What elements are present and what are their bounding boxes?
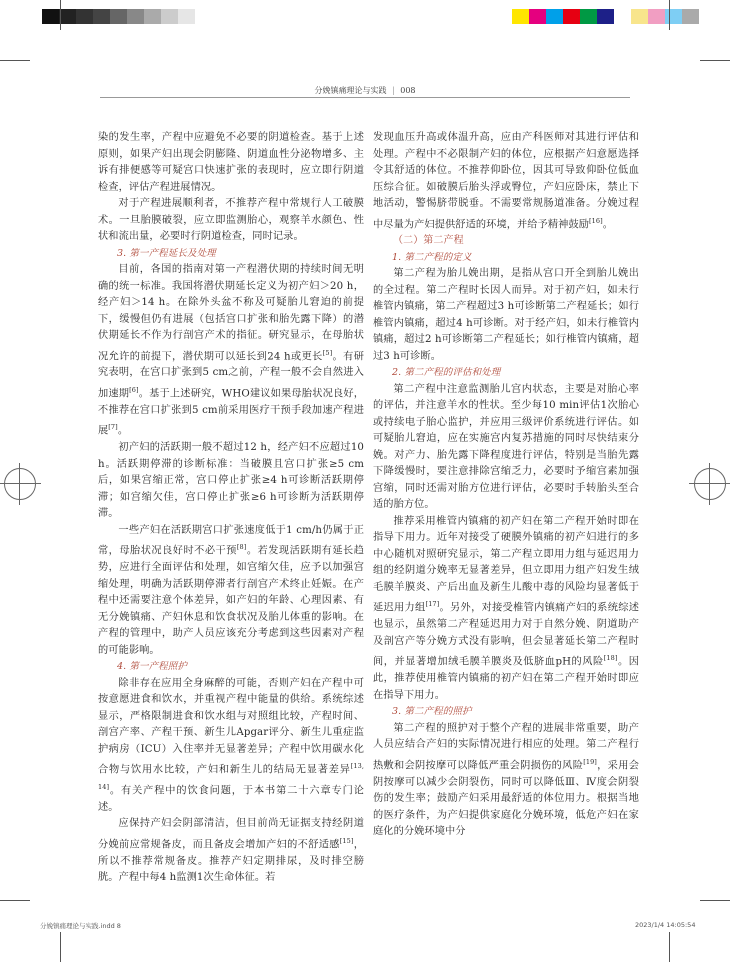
body-paragraph xyxy=(98,440,364,523)
paragraph-text: 1. 第二产程的定义 xyxy=(392,251,472,263)
right-column xyxy=(373,130,639,841)
paragraph-text: 应保持产妇会阴部清洁，但目前尚无证据支持经阴道分娩前应常规备皮，而且备皮会增加产妇的不舒适感 xyxy=(98,818,364,851)
paragraph-text: 。另外，对接受椎管内镇痛产妇的系统综述也显示，虽然第二产程延迟用力对于自然分娩、阴道助产及剖宫产等分娩方式没有影响，但会显著延长第二产程时间，并显著增加绒毛膜羊膜炎及低脐血pH的风险 xyxy=(373,602,640,668)
paragraph-text: 对于产程进展顺利者，不推荐产程中常规行人工破膜术。一旦胎膜破裂，应立即监测胎心，观察羊水颜色、性状和流出量，必要时行阴道检查，同时记录。 xyxy=(98,198,364,242)
citation-ref: [19] xyxy=(583,757,597,766)
paragraph-text: ，所以不推荐常规备皮。推荐产妇定期排尿，及时排空膀胱。产程中每4 h监测1次生命体征。若 xyxy=(98,839,364,884)
body-paragraph xyxy=(98,196,364,246)
left-column xyxy=(98,130,364,887)
body-paragraph xyxy=(98,676,364,817)
file-slug: 分娩镇痛理论与实践.indd 8 xyxy=(40,922,121,930)
paragraph-text: 3. 第一产程延长及处理 xyxy=(117,247,216,259)
crop-mark xyxy=(0,900,30,901)
paragraph-text: 3. 第二产程的照护 xyxy=(392,706,472,718)
header-title: 分娩镇痛理论与实践 xyxy=(314,86,387,95)
crop-mark xyxy=(669,932,670,962)
subsection-heading xyxy=(373,250,639,267)
citation-ref: [13, 14] xyxy=(98,762,364,791)
paragraph-text: 4. 第一产程照护 xyxy=(117,661,187,673)
paragraph-text: 。基于上述研究，WHO建议如果母胎状况良好，不推荐在宫口扩张到5 cm前采用医疗干预手段加速产程进展 xyxy=(98,388,365,437)
body-paragraph xyxy=(373,382,639,514)
paragraph-text: 推荐采用椎管内镇痛的初产妇在第二产程开始时即在指导下用力。近年对接受了硬膜外镇痛的初产妇进行的多中心随机对照研究显示，第二产程立即用力组与延迟用力组的经阴道分娩率无显著差异，但立即用力组产妇发生绒毛膜羊膜炎、产后出血及新生儿酸中毒的风险均显著低于延迟用力组 xyxy=(373,515,639,614)
paragraph-text: 。 xyxy=(602,218,614,230)
color-calibration-bar xyxy=(512,9,699,24)
paragraph-text: 一些产妇在活跃期宫口扩张速度低于1 cm/h仍属于正常，母胎状况良好时不必干预 xyxy=(98,524,364,557)
body-paragraph xyxy=(373,721,639,841)
crop-mark xyxy=(700,900,730,901)
body-paragraph xyxy=(373,266,639,365)
subsection-heading xyxy=(98,246,364,263)
paragraph-text: 。有研究表明，在宫口扩张到5 cm之前，产程一般不会自然进入加速期 xyxy=(98,350,364,400)
crop-mark xyxy=(60,0,61,30)
crop-mark xyxy=(700,60,730,61)
running-header: 分娩镇痛理论与实践 | 008 xyxy=(314,86,416,95)
paragraph-text: 发现血压升高或体温升高，应由产科医师对其进行评估和处理。产程中不必限制产妇的体位，应根据产妇意愿选择令其舒适的体位。不推荐仰卧位，因其可导致仰卧位低血压综合征。如破膜后胎头浮或臀位，产妇应卧床，禁止下地活动，警惕脐带脱垂。不需要常规肠道准备。分娩过程中尽量为产妇提供舒适的环境，并给予精神鼓励 xyxy=(373,132,639,230)
citation-ref: [8] xyxy=(236,543,247,552)
body-paragraph xyxy=(98,130,364,196)
paragraph-text: 2. 第二产程的评估和处理 xyxy=(392,367,501,379)
crop-mark xyxy=(60,932,61,962)
header-rule xyxy=(100,97,630,98)
paragraph-text: 。若发现活跃期有延长趋势，应进行全面评估和处理，如宫缩欠佳，应予以加强宫缩处理，明确为活跃期停滞者行剖宫产术终止妊娠。在产程中还需要注意个体差异，如产妇的年龄、心理因素、有无分娩镇痛、产妇休息和饮食状况及胎儿体重的影响。在产程的管理中，助产人员应该充分考虑到这些因素对产程的可能影响。 xyxy=(98,545,364,656)
crop-mark xyxy=(669,0,670,30)
subsection-heading xyxy=(373,704,639,721)
body-paragraph xyxy=(373,514,639,704)
paragraph-text: 除非存在应用全身麻醉的可能，否则产妇在产程中可按意愿进食和饮水，并重视产程中能量的供给。系统综述显示，严格限制进食和饮水组与对照组比较，产程时间、剖宫产率、产程干预、新生儿Apgar评分、新生儿重症监护病房（ICU）入住率并无显著差异；产程中饮用碳水化合物与饮用水比较，产妇和新生儿的结局无显著差异 xyxy=(98,677,364,776)
body-paragraph xyxy=(98,816,364,886)
crop-mark xyxy=(0,60,30,61)
paragraph-text: 第二产程中注意监测胎儿宫内状态，主要是对胎心率的评估，并注意羊水的性状。至少每10 min评估1次胎心或持续电子胎心监护，并应用三级评价系统进行评估。如可疑胎儿窘迫，应在实施宫内复苏措施的同时尽快结束分娩。对产力、胎先露下降程度进行评估，特别是当胎先露下降缓慢时，要注意排除宫缩乏力，必要时予缩宫素加强宫缩，同时还需对胎方位进行评估，必要时手转胎头至合适的胎方位。 xyxy=(373,383,639,511)
citation-ref: [15] xyxy=(339,836,354,845)
paragraph-text: 。因此，推荐使用椎管内镇痛的初产妇在第二产程开始时即应在指导下用力。 xyxy=(373,656,640,701)
paragraph-text: 染的发生率，产程中应避免不必要的阴道检查。基于上述原则，如果产妇出现会阴膨隆、阴道血性分泌物增多、主诉有排便感等可疑宫口快速扩张的表现时，应立即行阴道检查，评估产程进展情况。 xyxy=(98,132,364,193)
subsection-heading xyxy=(98,659,364,676)
timestamp-slug: 2023/1/4 14:05:54 xyxy=(635,921,696,929)
citation-ref: [17] xyxy=(425,600,440,609)
grayscale-calibration-bar xyxy=(42,9,212,24)
registration-mark xyxy=(694,468,726,500)
paragraph-text: 第二产程为胎儿娩出期，是指从宫口开全到胎儿娩出的全过程。第二产程时长因人而异。对于初产妇，如未行椎管内镇痛，第二产程超过3 h可诊断第二产程延长；如行椎管内镇痛，超过4 h可诊断。对于经产妇，如未行椎管内镇痛，超过2 h可诊断第二产程延长；如行椎管内镇痛，超过3 h可诊断。 xyxy=(373,268,639,362)
body-paragraph xyxy=(98,523,364,659)
subsection-heading xyxy=(373,365,639,382)
page-number: 008 xyxy=(400,86,416,95)
paragraph-text: 。有关产程中的饮食问题，于本书第二十六章专门论述。 xyxy=(98,785,364,813)
citation-ref: [18] xyxy=(603,654,618,663)
paragraph-text: 目前，各国的指南对第一产程潜伏期的持续时间无明确的统一标准。我国将潜伏期延长定义为初产妇＞20 h，经产妇＞14 h。在除外头盆不称及可疑胎儿窘迫的前提下，缓慢但仍有进展（包括宫口扩张和胎先露下降）的潜伏期延长不作为行剖宫产术的指征。研究显示，在母胎状况允许的前提下，潜伏期可以延长到24 h或更长 xyxy=(98,264,364,362)
paragraph-text: ，采用会阴按摩可以减少会阴裂伤，同时可以降低Ⅲ、Ⅳ度会阴裂伤的发生率；鼓励产妇采用最舒适的体位用力。根据当地的医疗条件，为产妇提供家庭化分娩环境，低危产妇在家庭化的分娩环境中分 xyxy=(373,760,639,838)
citation-ref: [7] xyxy=(108,423,118,432)
citation-ref: [5] xyxy=(322,348,333,357)
body-paragraph xyxy=(98,262,364,440)
citation-ref: [6] xyxy=(129,385,139,394)
citation-ref: [16] xyxy=(589,216,603,225)
paragraph-text: 第二产程的照护对于整个产程的进展非常重要，助产人员应结合产妇的实际情况进行相应的处理。第二产程行热敷和会阴按摩可以降低严重会阴损伤的风险 xyxy=(373,722,639,772)
section-heading xyxy=(373,233,639,250)
paragraph-text: 。 xyxy=(117,425,129,437)
paragraph-text: 初产妇的活跃期一般不超过12 h，经产妇不应超过10 h。活跃期停滞的诊断标准：当破膜且宫口扩张≥5 cm后，如果宫缩正常，宫口停止扩张≥4 h可诊断活跃期停滞；如宫缩欠佳，宫口停止扩张≥6 h可诊断为活跃期停滞。 xyxy=(98,442,364,520)
registration-mark xyxy=(4,468,36,500)
body-paragraph xyxy=(373,130,639,233)
paragraph-text: （二）第二产程 xyxy=(393,235,464,247)
